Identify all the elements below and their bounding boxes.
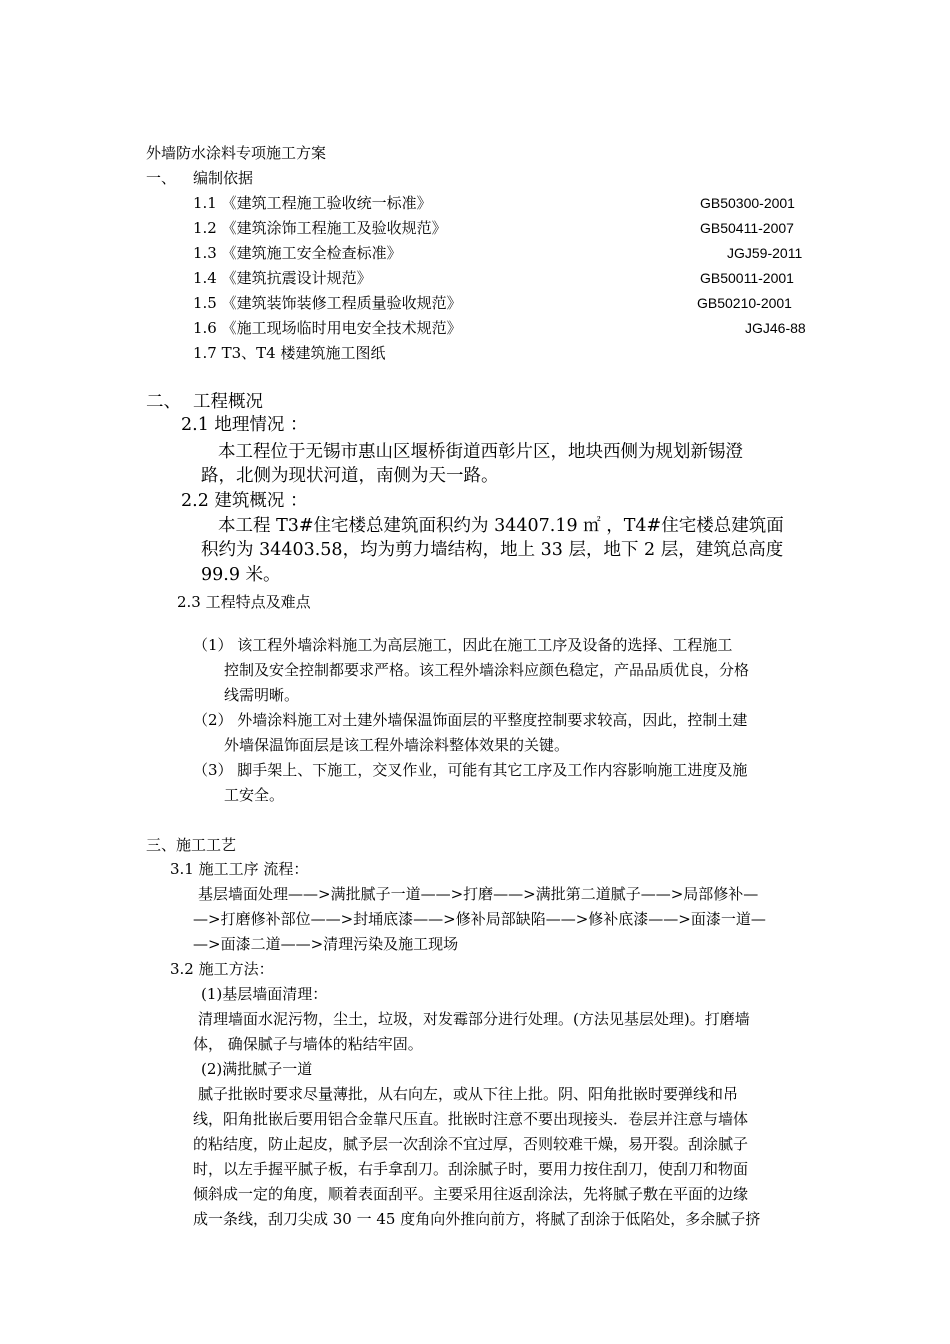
paragraph-line: 的粘结度，防止起皮，腻予层一次刮涂不宜过厚，否则较难干燥，易开裂。刮涂腻子 (193, 1135, 749, 1153)
reference-code: GB50210-2001 (697, 295, 792, 311)
section-1-title: 编制依据 (193, 169, 254, 187)
reference-code: GB50011-2001 (700, 270, 794, 286)
reference-code: GB50411-2007 (700, 220, 794, 236)
paragraph-line: 成一条线，刮刀尖成 30 一 45 度角向外推向前方，将腻了刮涂于低陷处，多余腻子挤 (193, 1210, 761, 1228)
reference-item: 1.1 《建筑工程施工验收统一标准》 (193, 194, 432, 212)
reference-item: 1.3 《建筑施工安全检查标准》 (193, 244, 402, 262)
reference-item: 1.6 《施工现场临时用电安全技术规范》 (193, 319, 462, 337)
process-flow-line: 基层墙面处理——>满批腻子一道——>打磨——>满批第二道腻子——>局部修补— (198, 885, 759, 903)
document-title: 外墙防水涂料专项施工方案 (146, 144, 327, 162)
subsection-2-1-title: 2.1 地理情况 ： (181, 415, 308, 435)
paragraph-line: 腻子批嵌时要求尽量薄批，从右向左，或从下往上批。阴、阳角批嵌时要弹线和吊 (198, 1085, 739, 1103)
paragraph-line: 99.9 米。 (201, 565, 281, 585)
reference-item: 1.2 《建筑涂饰工程施工及验收规范》 (193, 219, 447, 237)
reference-item: 1.4 《建筑抗震设计规范》 (193, 269, 372, 287)
subsection-3-2-title: 3.2 施工方法： (170, 960, 274, 978)
paragraph-line: 积约为 34403.58，均为剪力墙结构，地上 33 层，地下 2 层，建筑总高度 (201, 540, 784, 560)
section-2-number: 二、 (146, 392, 181, 412)
list-item-continuation: 工安全。 (224, 786, 285, 804)
subsection-2-2-title: 2.2 建筑概况 ： (181, 491, 308, 511)
list-item-continuation: 控制及安全控制都要求严格。该工程外墙涂料应颜色稳定，产品品质优良，分格 (224, 661, 750, 679)
list-item: （2） 外墙涂料施工对土建外墙保温饰面层的平整度控制要求较高，因此，控制土建 (193, 711, 748, 729)
reference-code: JGJ59-2011 (727, 245, 803, 261)
paragraph-line: 线，阳角批嵌后要用铝合金靠尺压直。批嵌时注意不要出现接头．卷层并注意与墙体 (193, 1110, 749, 1128)
section-3-title: 三、施工工艺 (146, 836, 237, 854)
paragraph-line: 倾斜成一定的角度，顺着表面刮平。主要采用往返刮涂法，先将腻子敷在平面的边缘 (193, 1185, 749, 1203)
reference-item: 1.7 T3、T4 楼建筑施工图纸 (193, 344, 386, 362)
reference-code: JGJ46-88 (745, 320, 806, 336)
subsection-3-1-title: 3.1 施工工序 流程： (170, 860, 309, 878)
list-item-continuation: 外墙保温饰面层是该工程外墙涂料整体效果的关键。 (224, 736, 570, 754)
paragraph-line: 时，以左手握平腻子板，右手拿刮刀。刮涂腻子时，要用力按住刮刀，使刮刀和物面 (193, 1160, 749, 1178)
paragraph-line: 本工程 T3#住宅楼总建筑面积约为 34407.19 ㎡ ，T4#住宅楼总建筑面 (218, 516, 784, 536)
reference-code: GB50300-2001 (700, 195, 795, 211)
paragraph-line: 清理墙面水泥污物，尘土，垃圾，对发霉部分进行处理。(方法见基层处理)。打磨墙 (198, 1010, 750, 1028)
paragraph-line: 体， 确保腻子与墙体的粘结牢固。 (193, 1035, 423, 1053)
method-2-title: (2)满批腻子一道 (201, 1060, 313, 1078)
process-flow-line: —>打磨修补部位——>封埇底漆——>修补局部缺陷——>修补底漆——>面漆一道— (193, 910, 766, 928)
process-flow-line: —>面漆二道——>清理污染及施工现场 (193, 935, 459, 953)
list-item: （1） 该工程外墙涂料施工为高层施工，因此在施工工序及设备的选择、工程施工 (193, 636, 733, 654)
subsection-2-3-title: 2.3 工程特点及难点 (177, 593, 311, 611)
section-2-title: 工程概况 (193, 392, 263, 412)
paragraph-line: 路，北侧为现状河道，南侧为天一路。 (201, 466, 499, 486)
section-1-number: 一、 (146, 169, 177, 187)
reference-item: 1.5 《建筑装饰装修工程质量验收规范》 (193, 294, 462, 312)
list-item-continuation: 线需明晰。 (224, 686, 300, 704)
list-item: （3） 脚手架上、下施工，交叉作业，可能有其它工序及工作内容影响施工进度及施 (193, 761, 748, 779)
method-1-title: (1)基层墙面清理： (201, 985, 328, 1003)
paragraph-line: 本工程位于无锡市惠山区堰桥街道西彰片区，地块西侧为规划新锡澄 (218, 442, 743, 462)
